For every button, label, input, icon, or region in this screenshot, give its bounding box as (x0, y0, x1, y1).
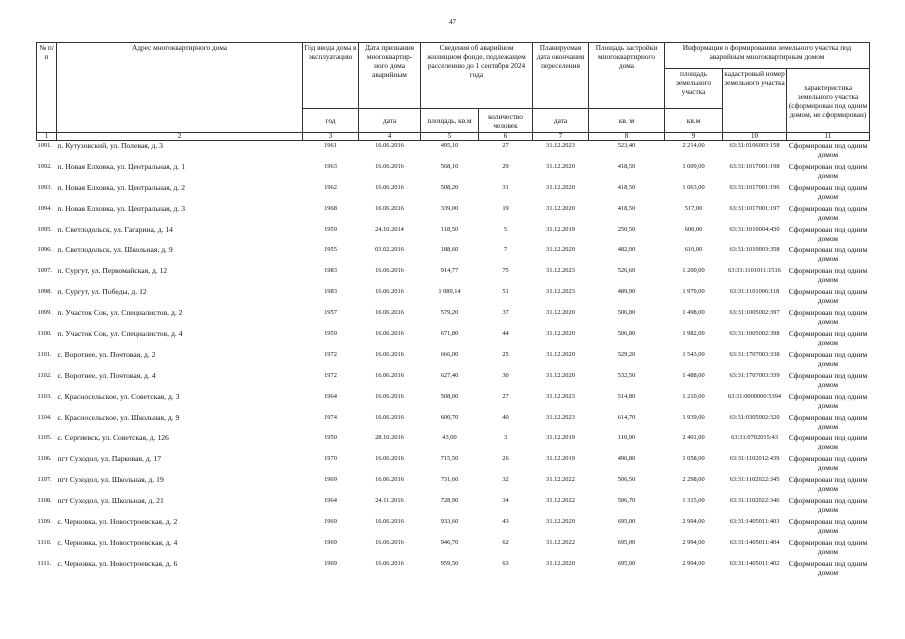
planned-date-cell: 31.12.2020 (546, 350, 575, 358)
year-cell: 1964 (324, 497, 337, 505)
header-landinfo: Информация о формировании земельного участка под аварийным многоквартирным домом (665, 43, 870, 69)
cadastral-number-cell: 63:31:1707003:338 (729, 350, 780, 358)
address-cell: с. Красносельское, ул. Советская, д. 3 (57, 391, 180, 401)
area-cell: 339,00 (440, 204, 459, 212)
recognition-date-cell: 16.06.2016 (375, 559, 404, 567)
address-cell: пгт Суходол, ул. Школьная, д. 21 (57, 496, 164, 506)
area-cell: 728,90 (440, 497, 459, 505)
recognition-date-cell: 16.06.2016 (375, 183, 404, 191)
cadastral-number-cell: 63:31:1010004:430 (729, 225, 780, 233)
year-cell: 1969 (324, 538, 337, 546)
people-cell: 27 (502, 392, 509, 400)
recognition-date-cell: 16.06.2016 (375, 267, 404, 275)
row-number: 1102. (37, 371, 52, 379)
header-year-sub: год (303, 109, 359, 133)
row-number: 1103. (37, 392, 52, 400)
recognition-date-cell: 16.06.2016 (375, 518, 404, 526)
address-cell: с. Воротнее, ул. Почтовая, д. 2 (57, 349, 156, 359)
address-cell: п. Сургут, ул. Первомайская, д. 12 (57, 266, 168, 276)
land-area-cell: 1 543,00 (682, 350, 705, 358)
land-area-cell: 1 063,00 (682, 183, 705, 191)
table-body (37, 141, 870, 580)
people-cell: 63 (502, 559, 509, 567)
year-cell: 1983 (324, 288, 337, 296)
land-area-cell: 1 498,00 (682, 309, 705, 317)
year-cell: 1972 (324, 371, 337, 379)
recognition-date-cell: 28.10.2016 (375, 434, 404, 442)
people-cell: 26 (502, 455, 509, 463)
status-cell: Сформирован под одним домом (788, 182, 868, 201)
cadastral-number-cell: 63:31:1017001:197 (729, 204, 780, 212)
table-row (37, 350, 870, 371)
year-cell: 1962 (324, 183, 337, 191)
recognition-date-cell: 16.06.2016 (375, 392, 404, 400)
recognition-date-cell: 16.06.2016 (375, 371, 404, 379)
planned-date-cell: 31.12.2023 (546, 392, 575, 400)
header-recognition: Дата признания многоквартир-ного дома аварийным (359, 43, 421, 109)
planned-date-cell: 31.12.2020 (546, 204, 575, 212)
year-cell: 1959 (324, 330, 337, 338)
recognition-date-cell: 16.06.2016 (375, 455, 404, 463)
year-cell: 1972 (324, 350, 337, 358)
row-number: 1105. (37, 434, 52, 442)
recognition-date-cell: 16.06.2016 (375, 330, 404, 338)
cadastral-number-cell: 63:31:0702015:43 (731, 434, 778, 442)
table-row (37, 475, 870, 496)
header-num: № п/п (37, 43, 57, 133)
header-building: Площадь застройки многоквартирного дома (589, 43, 665, 109)
address-cell: с. Воротнее, ул. Почтовая, д. 4 (57, 370, 156, 380)
building-area-cell: 506,80 (617, 330, 636, 338)
land-area-cell: 1 939,00 (682, 413, 705, 421)
status-cell: Сформирован под одним домом (788, 475, 868, 494)
column-number: 2 (57, 133, 303, 141)
cadastral-number-cell: 63:31:1405011:403 (729, 518, 780, 526)
header-area: площадь, кв.м (421, 109, 479, 133)
status-cell: Сформирован под одним домом (788, 391, 868, 410)
building-area-cell: 529,20 (617, 350, 636, 358)
land-area-cell: 1 058,00 (682, 455, 705, 463)
column-number: 6 (479, 133, 533, 141)
address-cell: пгт Суходол, ул. Парковая, д. 17 (57, 454, 162, 464)
address-cell: с. Сергиевск, ул. Советская, д. 126 (57, 433, 169, 443)
address-cell: с. Черновка, ул. Новостроевская, д. 6 (57, 558, 178, 568)
building-area-cell: 695,00 (617, 538, 636, 546)
people-cell: 37 (502, 309, 509, 317)
building-area-cell: 250,50 (617, 225, 636, 233)
row-number: 1093. (37, 183, 52, 191)
area-cell: 933,60 (440, 518, 459, 526)
people-cell: 3 (503, 434, 508, 442)
row-number: 1099. (37, 309, 52, 317)
recognition-date-cell: 03.02.2016 (375, 246, 404, 254)
people-cell: 7 (503, 246, 508, 254)
status-cell: Сформирован под одним домом (788, 161, 868, 180)
building-area-cell: 523,40 (617, 142, 636, 149)
area-cell: 946,70 (440, 538, 459, 546)
status-cell: Сформирован под одним домом (788, 537, 868, 556)
building-area-cell: 506,80 (617, 309, 636, 317)
building-area-cell: 514,80 (617, 392, 636, 400)
planned-date-cell: 31.12.2020 (546, 330, 575, 338)
status-cell: Сформирован под одним домом (788, 224, 868, 243)
table-row (37, 266, 870, 287)
planned-date-cell: 31.12.2023 (546, 267, 575, 275)
area-cell: 568,10 (440, 162, 459, 170)
table-row (37, 496, 870, 517)
recognition-date-cell: 16.06.2016 (375, 288, 404, 296)
address-cell: п. Новая Елховка, ул. Центральная, д. 3 (57, 203, 185, 213)
cadastral-number-cell: 63:31:1405011:404 (729, 538, 780, 546)
area-cell: 495,10 (440, 142, 459, 149)
people-cell: 5 (503, 225, 508, 233)
column-number: 1 (37, 133, 57, 141)
table-row (37, 371, 870, 392)
row-number: 1108. (37, 497, 52, 505)
table-row (37, 141, 870, 162)
row-number: 1095. (37, 225, 52, 233)
land-area-cell: 1 979,00 (682, 288, 705, 296)
area-cell: 914,77 (440, 267, 459, 275)
year-cell: 1969 (324, 476, 337, 484)
status-cell: Сформирован под одним домом (788, 245, 868, 264)
planned-date-cell: 31.12.2020 (546, 183, 575, 191)
header-land-area-sub: кв.м (665, 109, 723, 133)
header-building-sub: кв. м (589, 109, 665, 133)
column-number: 9 (665, 133, 723, 141)
year-cell: 1970 (324, 455, 337, 463)
area-cell: 508,00 (440, 392, 459, 400)
cadastral-number-cell: 63:31:1101006:118 (729, 288, 780, 296)
year-cell: 1963 (324, 162, 337, 170)
area-cell: 579,20 (440, 309, 459, 317)
cadastral-number-cell: 63:31:1005002:398 (729, 330, 780, 338)
status-cell: Сформирован под одним домом (788, 141, 868, 159)
people-cell: 43 (502, 518, 509, 526)
planned-date-cell: 31.12.2023 (546, 288, 575, 296)
table-header (37, 43, 870, 141)
land-area-cell: 2 994,00 (682, 538, 705, 546)
table-row (37, 413, 870, 434)
recognition-date-cell: 24.11.2016 (375, 497, 404, 505)
table-row (37, 329, 870, 350)
planned-date-cell: 31.12.2019 (546, 225, 575, 233)
building-area-cell: 418,50 (617, 204, 636, 212)
year-cell: 1950 (324, 434, 337, 442)
status-cell: Сформирован под одним домом (788, 308, 868, 327)
row-number: 1096. (37, 246, 52, 254)
table-row (37, 287, 870, 308)
people-cell: 62 (502, 538, 509, 546)
header-address: Адрес многоквартирного дома (57, 43, 303, 133)
table-row (37, 183, 870, 204)
table-row (37, 433, 870, 454)
table-row (37, 559, 870, 580)
planned-date-cell: 31.12.2019 (546, 434, 575, 442)
year-cell: 1968 (324, 204, 337, 212)
status-cell: Сформирован под одним домом (788, 370, 868, 389)
row-number: 1107. (37, 476, 52, 484)
recognition-date-cell: 16.06.2016 (375, 162, 404, 170)
land-area-cell: 2 994,00 (682, 518, 705, 526)
building-area-cell: 532,50 (617, 371, 636, 379)
row-number: 1092. (37, 162, 52, 170)
address-cell: п. Участок Сок, ул. Специалистов, д. 4 (57, 329, 183, 339)
land-area-cell: 1 210,00 (682, 392, 705, 400)
cadastral-number-cell: 63:31:1017001:196 (729, 183, 780, 191)
address-cell: п. Новая Елховка, ул. Центральная, д. 1 (57, 161, 185, 171)
building-area-cell: 482,00 (617, 246, 636, 254)
building-area-cell: 526,60 (617, 267, 636, 275)
recognition-date-cell: 16.06.2016 (375, 142, 404, 149)
header-people: количество человек (479, 109, 533, 133)
cadastral-number-cell: 63:31:1010003:358 (729, 246, 780, 254)
planned-date-cell: 31.12.2020 (546, 162, 575, 170)
planned-date-cell: 31.12.2020 (546, 559, 575, 567)
emergency-housing-table (36, 42, 870, 580)
column-number: 4 (359, 133, 421, 141)
planned-date-cell: 31.12.2020 (546, 309, 575, 317)
planned-date-cell: 31.12.2020 (546, 518, 575, 526)
land-area-cell: 1 200,00 (682, 267, 705, 275)
recognition-date-cell: 16.06.2016 (375, 476, 404, 484)
area-cell: 1 089,14 (438, 288, 461, 296)
header-recognition-sub: дата (359, 109, 421, 133)
header-cadastral: кадастровый номер земельного участка (723, 69, 787, 133)
building-area-cell: 614,70 (617, 413, 636, 421)
recognition-date-cell: 16.06.2016 (375, 538, 404, 546)
year-cell: 1959 (324, 225, 337, 233)
area-cell: 508,20 (440, 183, 459, 191)
cadastral-number-cell: 63:31:1405011:402 (729, 559, 780, 567)
row-number: 1109. (37, 518, 52, 526)
column-number: 3 (303, 133, 359, 141)
land-area-cell: 1 488,00 (682, 371, 705, 379)
header-year: Год ввода дома в эксплуатацию (303, 43, 359, 109)
header-emergency: Сведения об аварийном жилищном фонде, подлежащем расселению до 1 сентября 2024 года (421, 43, 533, 109)
land-area-cell: 600,00 (684, 225, 703, 233)
cadastral-number-cell: 63:31:1017001:198 (729, 162, 780, 170)
year-cell: 1983 (324, 267, 337, 275)
cadastral-number-cell: 63:31:1102022:346 (729, 497, 780, 505)
address-cell: п. Сургут, ул. Победы, д. 12 (57, 287, 147, 297)
planned-date-cell: 31.12.2022 (546, 476, 575, 484)
table-row (37, 454, 870, 475)
header-planned: Планируемая дата окончания переселения (533, 43, 589, 109)
row-number: 1111. (37, 559, 52, 567)
land-area-cell: 1 315,00 (682, 497, 705, 505)
row-number: 1097. (37, 267, 52, 275)
address-cell: п. Светлодольск, ул. Школьная, д. 9 (57, 245, 173, 255)
header-characteristic: характеристика земельного участка (сформирован под одним домом, не сформирован) (787, 69, 870, 133)
area-cell: 118,50 (440, 225, 459, 233)
people-cell: 31 (502, 183, 509, 191)
land-area-cell: 610,00 (684, 246, 703, 254)
table-row (37, 392, 870, 413)
land-area-cell: 2 214,00 (682, 142, 705, 149)
people-cell: 75 (502, 267, 509, 275)
page-number: 47 (449, 18, 456, 26)
area-cell: 959,50 (440, 559, 459, 567)
land-area-cell: 2 401,00 (682, 434, 705, 442)
row-number: 1110. (37, 538, 52, 546)
year-cell: 1974 (324, 413, 337, 421)
address-cell: с. Черновка, ул. Новостроевская, д. 4 (57, 537, 178, 547)
status-cell: Сформирован под одним домом (788, 454, 868, 473)
table-row (37, 308, 870, 329)
year-cell: 1969 (324, 518, 337, 526)
status-cell: Сформирован под одним домом (788, 203, 868, 222)
status-cell: Сформирован под одним домом (788, 329, 868, 348)
cadastral-number-cell: 63:31:1102012:439 (729, 455, 780, 463)
year-cell: 1969 (324, 559, 337, 567)
status-cell: Сформирован под одним домом (788, 412, 868, 431)
building-area-cell: 418,50 (617, 183, 636, 191)
building-area-cell: 695,00 (617, 518, 636, 526)
area-cell: 43,00 (442, 434, 457, 442)
status-cell: Сформирован под одним домом (788, 517, 868, 536)
row-number: 1091. (37, 142, 52, 149)
building-area-cell: 110,90 (617, 434, 636, 442)
cadastral-number-cell: 63:31:0106003:158 (729, 142, 780, 149)
cadastral-number-cell: 63:31:1005002:397 (729, 309, 780, 317)
cadastral-number-cell: 63:31:0000000:5394 (727, 392, 782, 400)
address-cell: п. Светлодольск, ул. Гагарина, д. 14 (57, 224, 173, 234)
row-number: 1104. (37, 413, 52, 421)
cadastral-number-cell: 63:31:1707003:339 (729, 371, 780, 379)
people-cell: 29 (502, 162, 509, 170)
people-cell: 27 (502, 142, 509, 149)
people-cell: 25 (502, 350, 509, 358)
recognition-date-cell: 16.06.2016 (375, 309, 404, 317)
table-row (37, 162, 870, 183)
year-cell: 1964 (324, 392, 337, 400)
row-number: 1101. (37, 350, 52, 358)
year-cell: 1961 (324, 142, 337, 149)
area-cell: 715,50 (440, 455, 459, 463)
planned-date-cell: 31.12.2020 (546, 371, 575, 379)
column-number: 11 (787, 133, 870, 141)
building-area-cell: 506,70 (617, 497, 636, 505)
column-number: 5 (421, 133, 479, 141)
planned-date-cell: 31.12.2022 (546, 538, 575, 546)
area-cell: 666,00 (440, 350, 459, 358)
area-cell: 731,60 (440, 476, 459, 484)
table-row (37, 517, 870, 538)
row-number: 1098. (37, 288, 52, 296)
address-cell: с. Черновка, ул. Новостроевская, д. 2 (57, 517, 178, 527)
status-cell: Сформирован под одним домом (788, 266, 868, 285)
people-cell: 32 (502, 476, 509, 484)
column-number-row (37, 133, 870, 141)
year-cell: 1955 (324, 246, 337, 254)
building-area-cell: 418,50 (617, 162, 636, 170)
recognition-date-cell: 16.06.2016 (375, 413, 404, 421)
area-cell: 627,40 (440, 371, 459, 379)
land-area-cell: 1 009,00 (682, 162, 705, 170)
land-area-cell: 517,00 (684, 204, 703, 212)
building-area-cell: 506,50 (617, 476, 636, 484)
building-area-cell: 489,90 (617, 288, 636, 296)
building-area-cell: 496,80 (617, 455, 636, 463)
area-cell: 600,70 (440, 413, 459, 421)
people-cell: 40 (502, 413, 509, 421)
cadastral-number-cell: 63:31:0305002:320 (729, 413, 780, 421)
recognition-date-cell: 16.06.2016 (375, 204, 404, 212)
building-area-cell: 695,00 (617, 559, 636, 567)
table-row (37, 538, 870, 559)
table-row (37, 245, 870, 266)
recognition-date-cell: 24.10.2014 (375, 225, 404, 233)
table-row (37, 204, 870, 225)
status-cell: Сформирован под одним домом (788, 349, 868, 368)
address-cell: п. Участок Сок, ул. Специалистов, д. 2 (57, 308, 183, 318)
recognition-date-cell: 16.06.2016 (375, 350, 404, 358)
row-number: 1100. (37, 330, 52, 338)
planned-date-cell: 31.12.2019 (546, 455, 575, 463)
people-cell: 34 (502, 497, 509, 505)
planned-date-cell: 31.12.2020 (546, 246, 575, 254)
column-number: 7 (533, 133, 589, 141)
cadastral-number-cell: 63:31:1102022:345 (729, 476, 780, 484)
column-number: 10 (723, 133, 787, 141)
address-cell: п. Кутузовский, ул. Полевая, д. 3 (57, 141, 163, 150)
address-cell: п. Новая Елховка, ул. Центральная, д. 2 (57, 182, 185, 192)
year-cell: 1957 (324, 309, 337, 317)
land-area-cell: 2 994,00 (682, 559, 705, 567)
address-cell: пгт Суходол, ул. Школьная, д. 19 (57, 475, 164, 485)
address-cell: с. Красносельское, ул. Школьная, д. 9 (57, 412, 180, 422)
planned-date-cell: 31.12.2023 (546, 142, 575, 149)
header-planned-sub: дата (533, 109, 589, 133)
land-area-cell: 2 298,00 (682, 476, 705, 484)
people-cell: 30 (502, 371, 509, 379)
area-cell: 671,80 (440, 330, 459, 338)
table-row (37, 225, 870, 246)
cadastral-number-cell: 63:31:1101011:1516 (728, 267, 781, 275)
land-area-cell: 1 982,00 (682, 330, 705, 338)
people-cell: 44 (502, 330, 509, 338)
header-land-area: площадь земельного участка (665, 69, 723, 109)
planned-date-cell: 31.12.2023 (546, 413, 575, 421)
row-number: 1094. (37, 204, 52, 212)
area-cell: 188,60 (440, 246, 459, 254)
people-cell: 19 (502, 204, 509, 212)
status-cell: Сформирован под одним домом (788, 287, 868, 306)
column-number: 8 (589, 133, 665, 141)
status-cell: Сформирован под одним домом (788, 558, 868, 577)
status-cell: Сформирован под одним домом (788, 496, 868, 515)
row-number: 1106. (37, 455, 52, 463)
planned-date-cell: 31.12.2022 (546, 497, 575, 505)
status-cell: Сформирован под одним домом (788, 433, 868, 452)
people-cell: 51 (502, 288, 509, 296)
